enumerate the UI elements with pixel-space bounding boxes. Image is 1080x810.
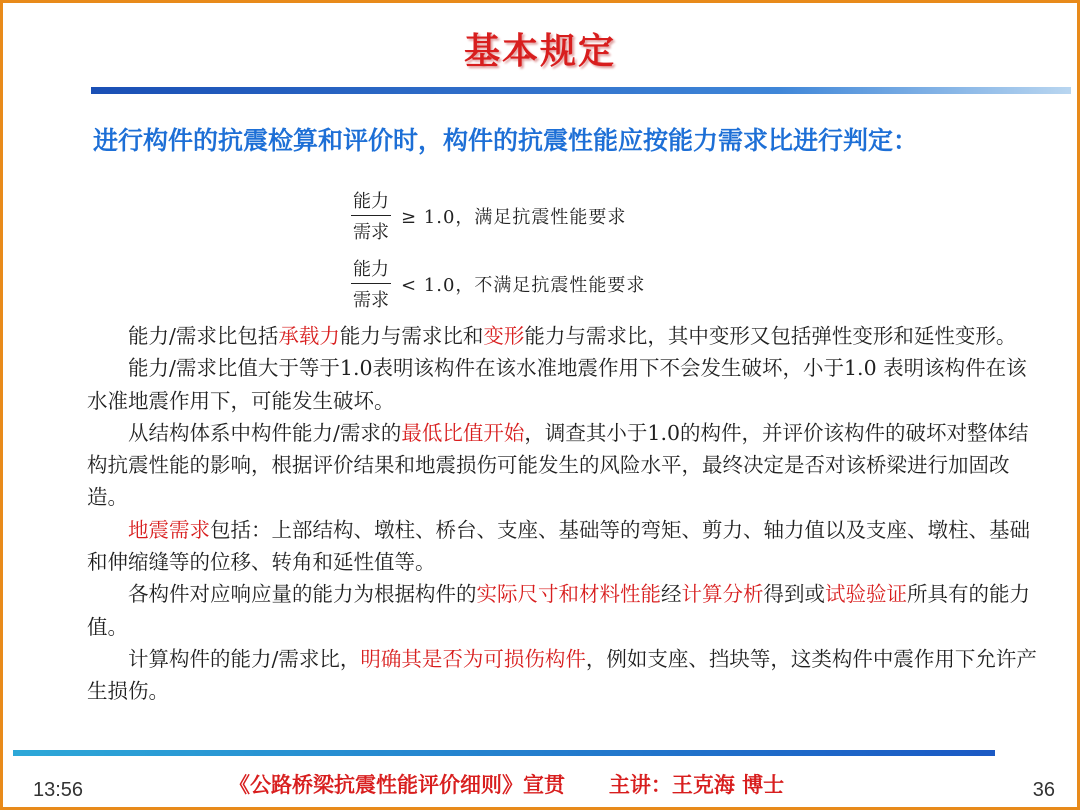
clock-time: 13:56 — [33, 779, 84, 801]
paragraph-text: 包括：上部结构、墩柱、桥台、支座、基础等的弯矩、剪力、轴力值以及支座、墩柱、基础和伸缩缝等的位移、转角和延性值等。 — [87, 517, 1030, 575]
fraction — [351, 187, 391, 244]
paragraph-text: ，调查其小于1.0的构件，并评价该构件的破坏对整体结构抗震性能的影响，根据评价结果和地震损伤可能发生的风险水平，最终决定是否对该桥梁进行加固改造。 — [87, 420, 1029, 510]
formula-satisfied — [351, 187, 626, 244]
paragraph-text: 从结构体系中构件能力/需求的 — [128, 420, 402, 445]
formula-condition: < 1.0，不满足抗震性能要求 — [401, 274, 646, 296]
highlighted-term: 实际尺寸和材料性能 — [476, 582, 661, 607]
body-paragraph — [87, 417, 1037, 514]
formula-condition: ≥ 1.0，满足抗震性能要求 — [401, 206, 627, 228]
highlighted-term: 承载力 — [278, 324, 340, 348]
body-text — [87, 320, 1037, 708]
paragraph-text: 能力/需求比包括 — [128, 324, 279, 348]
title-divider — [91, 87, 1071, 94]
fraction-denominator: 需求 — [351, 215, 391, 244]
formula-not-satisfied — [351, 255, 645, 312]
highlighted-term: 最低比值开始 — [401, 420, 525, 445]
fraction-numerator: 能力 — [353, 259, 389, 280]
footer-caption — [229, 769, 784, 799]
fraction-numerator: 能力 — [353, 191, 389, 212]
paragraph-text: 经 — [661, 582, 682, 607]
body-paragraph — [87, 578, 1037, 643]
footer-divider — [13, 750, 995, 756]
body-paragraph — [87, 320, 1037, 352]
body-paragraph — [87, 352, 1037, 417]
highlighted-term: 计算分析 — [681, 582, 764, 607]
paragraph-text: 所具有的能力值。 — [87, 582, 1030, 639]
paragraph-text: 能力与需求比，其中变形又包括弹性变形和延性变形。 — [524, 324, 1017, 348]
page-number: 36 — [1032, 779, 1055, 801]
highlighted-term: 地震需求 — [128, 517, 210, 542]
paragraph-text: 各构件对应响应量的能力为根据构件的 — [128, 582, 477, 607]
paragraph-text: ，例如支座、挡块等，这类构件中震作用下允许产生损伤。 — [87, 646, 1037, 704]
fraction-denominator: 需求 — [351, 283, 391, 312]
intro-text: 进行构件的抗震检算和评价时，构件的抗震性能应按能力需求比进行判定： — [93, 126, 919, 155]
highlighted-term: 变形 — [483, 324, 525, 348]
highlighted-term: 试验验证 — [825, 582, 907, 607]
body-paragraph — [87, 514, 1037, 579]
fraction — [351, 255, 391, 312]
footer-speaker: 主讲：王克海 博士 — [608, 772, 785, 797]
highlighted-term: 明确其是否为可损伤构件 — [360, 646, 586, 671]
paragraph-text: 得到或 — [763, 582, 825, 607]
paragraph-text: 能力与需求比和 — [339, 324, 484, 348]
slide-title: 基本规定 — [463, 30, 616, 72]
paragraph-text: 计算构件的能力/需求比， — [128, 646, 361, 671]
footer-source: 《公路桥梁抗震性能评价细则》宣贯 — [229, 772, 565, 797]
paragraph-text: 能力/需求比值大于等于1.0表明该构件在该水准地震作用下不会发生破坏，小于1.0 表明该构件在该水准地震作用下，可能发生破坏。 — [87, 356, 1027, 413]
body-paragraph — [87, 643, 1037, 708]
